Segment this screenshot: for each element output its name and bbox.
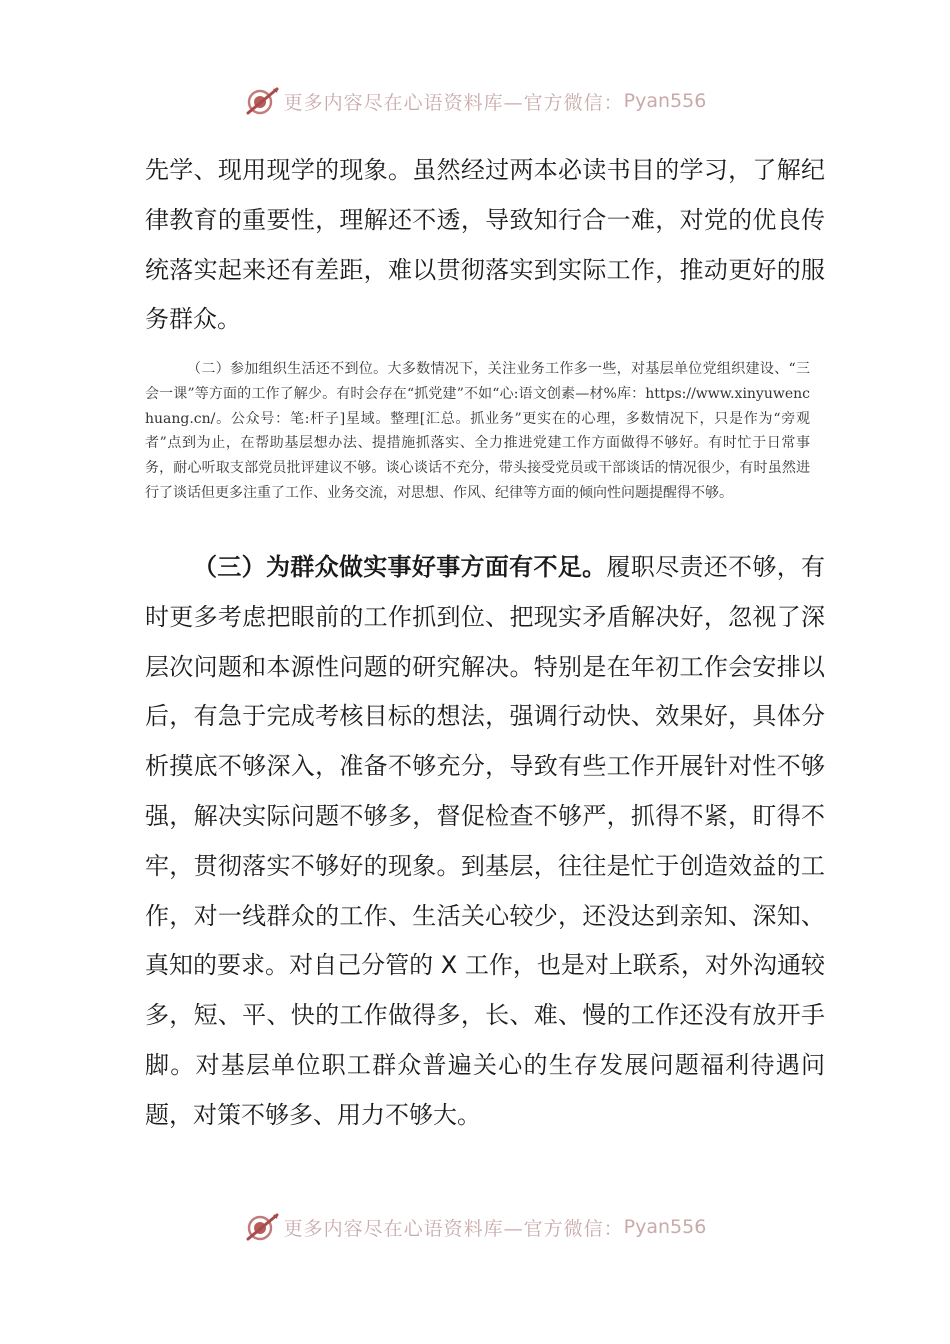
paragraph-section-2: （二）参加组织生活还不到位。大多数情况下，关注业务工作多一些，对基层单位党组织建设、“三会一课”等方面的工作了解少。有时会存在“抓党建”不如“心:语文创素—材%库：https://www.xinyuwenchuang.cn/。公众号：笔:杆子]星域。整理[汇总。抓业务”更实在的心理，多数情况下，只是作为“旁观者”点到为止，在帮助基层想办法、提措施抓落实、全力推进党建工作方面做得不够好。有时忙于日常事务，耐心听取支部党员批评建议不够。谈心谈话不充分，带头接受党员或干部谈话的情况很少，有时虽然进行了谈话但更多注重了工作、业务交流，对思想、作风、纪律等方面的倾向性问题提醒得不够。 (145, 361, 810, 501)
watermark-wechat-id: Pyan556 (623, 90, 707, 112)
watermark-text: 更多内容尽在心语资料库—官方微信： (283, 1217, 624, 1240)
pen-seal-logo-icon (244, 86, 280, 116)
watermark-header (0, 86, 950, 116)
paragraph-continuation: 先学、现用现学的现象。虽然经过两本必读书目的学习，了解纪律教育的重要性，理解还不透，导致知行合一难，对党的优良传统落实起来还有差距，难以贯彻落实到实际工作，推动更好的服务群众。 (145, 156, 825, 334)
paragraph-section-3 (145, 543, 825, 1141)
watermark-text: 更多内容尽在心语资料库—官方微信： (283, 91, 624, 114)
section-3-heading: （三）为群众做实事好事方面有不足。 (193, 553, 607, 581)
watermark-wechat-id: Pyan556 (623, 1216, 707, 1238)
pen-seal-logo-icon (244, 1212, 280, 1242)
watermark-footer (0, 1212, 950, 1242)
section-3-body: 履职尽责还不够，有时更多考虑把眼前的工作抓到位、把现实矛盾解决好，忽视了深层次问题和本源性问题的研究解决。特别是在年初工作会安排以后，有急于完成考核目标的想法，强调行动快、效果好，具体分析摸底不够深入，准备不够充分，导致有些工作开展针对性不够强，解决实际问题不够多，督促检查不够严，抓得不紧，盯得不牢，贯彻落实不够好的现象。到基层，往往是忙于创造效益的工作，对一线群众的工作、生活关心较少，还没达到亲知、深知、真知的要求。对自己分管的 X 工作，也是对上联系，对外沟通较多，短、平、快的工作做得多，长、难、慢的工作还没有放开手脚。对基层单位职工群众普遍关心的生存发展问题福利待遇问题，对策不够多、用力不够大。 (145, 553, 826, 1129)
